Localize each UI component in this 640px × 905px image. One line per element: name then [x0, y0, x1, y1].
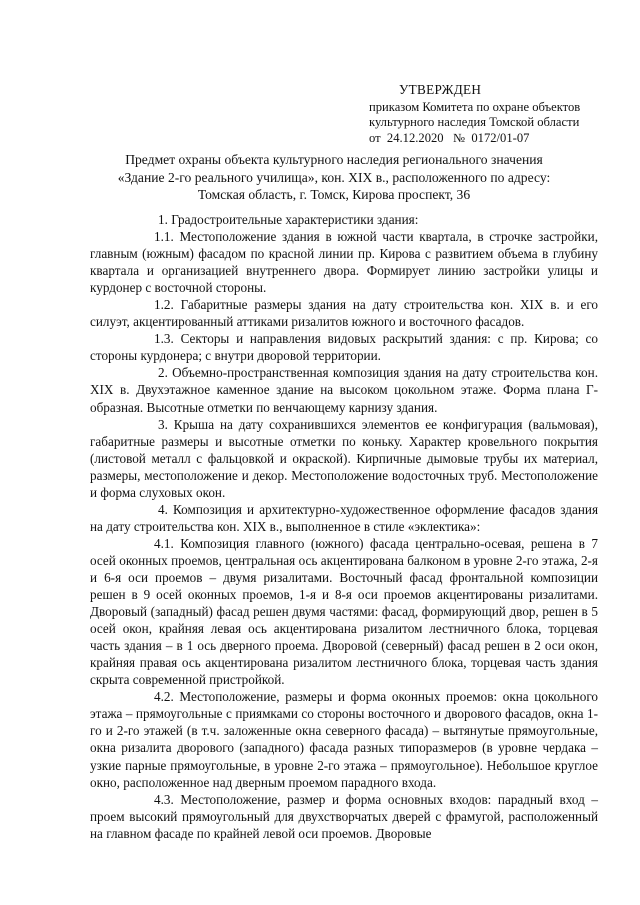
paragraph-number: 4.1. [154, 535, 174, 551]
paragraph-text: Композиция главного (южного) фасада центрально-осевая, решена в 7 осей оконных проемов, центральная ось акцентирована балконом в уровне 2-го этажа, 2-я и 6-я оси проемов – двумя ризалитами. Восточный фасад фронтальной композиции решен в 9 осей оконных проемов, 1-я и 8-я оси проемов акцентированы ризалитами. Дворовый (западный) фасад решен двумя частями: фасад, формирующий двор, решен в 5 осей окон, крайняя левая ось акцентирована ризалитом лестничного блока, торцевая часть здания – в 1 ось дверного проема. Дворовой (северный) фасад решен в 2 оси окон, крайняя правая ось акцентирована ризалитом лестничного блока, торцевая часть здания скрыта современной пристройкой. [90, 535, 599, 688]
paragraph [90, 330, 598, 364]
approval-heading: УТВЕРЖДЕН [399, 82, 482, 97]
paragraph-text: Габаритные размеры здания на дату строительства кон. XIX в. и его силуэт, акцентированный аттиками ризалитов южного и восточного фасадов. [90, 297, 598, 330]
paragraph [90, 791, 598, 842]
paragraph-text: Композиция и архитектурно-художественное оформление фасадов здания на дату строительства кон. XIX в., выполненное в стиле «эклектика»: [90, 501, 599, 534]
paragraph-number: 1. [158, 212, 168, 227]
paragraph [90, 228, 598, 296]
title-line-3: Томская область, г. Томск, Кирова проспект, 36 [197, 187, 471, 202]
title-line-1: Предмет охраны объекта культурного наследия регионального значения [125, 152, 543, 167]
paragraph-number: 1.2. [154, 297, 174, 313]
paragraph-text: Крыша на дату сохранившихся элементов ее конфигурация (вальмовая), габаритные размеры и высотные отметки по коньку. Характер кровельного покрытия (листовой металл с фальцовкой и окраской). Кирпичные дымовые трубы их материал, размеры, местоположение и декор. Местоположение водосточных труб. Местоположение и форма слуховых окон. [90, 416, 598, 500]
paragraph-text: Местоположение здания в южной части квартала, в строчке застройки, главным (южным) фасадом по красной линии пр. Кирова с развитием объема в глубину квартала и организацией внутреннего двора. Формирует линию застройки улицы и курдонер с восточной стороны. [90, 229, 598, 296]
approval-date-number: от 24.12.2020 № 0172/01-07 [369, 130, 530, 145]
paragraph-text: Местоположение, размер и форма основных входов: парадный вход – проем высокий прямоугольный для двухстворчатых дверей с фрамугой, расположенный на главном фасаде по крайней левой оси проемов. Дворовые [90, 791, 598, 841]
paragraph-text: Секторы и направления видовых раскрытий здания: с пр. Кирова; со стороны курдонера; с внутри дворовой территории. [90, 331, 598, 364]
paragraph-number: 1.1. [154, 229, 174, 245]
paragraph-number: 4.3. [154, 791, 174, 807]
paragraph-text: Объемно-пространственная композиция здания на дату строительства кон. XIX в. Двухэтажное каменное здание на высоком цокольном этаже. Форма плана Г-образная. Высотные отметки по венчающему карнизу здания. [90, 365, 598, 415]
paragraph-number: 3. [158, 416, 168, 432]
title-line-2: «Здание 2-го реального училища», кон. XIX в., расположенного по адресу: [117, 169, 551, 185]
paragraph-number: 4.2. [154, 689, 174, 705]
paragraph [90, 211, 598, 228]
approval-line-2: культурного наследия Томской области [369, 115, 580, 129]
paragraph-text: Местоположение, размеры и форма оконных проемов: окна цокольного этажа – прямоугольные с приямками со стороны восточного и дворового фасадов, окна 1-го и 2-го этажей (в т.ч. заложенные окна северного фасада) – вытянутые прямоугольные, окна ризалита дворового (западного) фасада разных типоразмеров (в уровне чердака – узкие парные прямоугольные, в уровне 2-го этажа – прямоугольное). Небольшое круглое окно, расположенное над дверным проемом парадного входа. [90, 689, 598, 790]
paragraph-number: 4. [158, 501, 168, 517]
paragraph [90, 364, 598, 415]
paragraph [90, 535, 598, 688]
paragraph [90, 501, 598, 535]
paragraph-number: 2. [158, 365, 168, 381]
paragraph-text: Градостроительные характеристики здания: [171, 212, 419, 227]
paragraph [90, 296, 598, 330]
paragraph-number: 1.3. [154, 331, 174, 347]
paragraph [90, 416, 598, 501]
approval-line-1: приказом Комитета по охране объектов [369, 99, 581, 114]
document-title [60, 151, 608, 204]
paragraph [90, 688, 598, 790]
approval-stamp [369, 82, 609, 146]
document-body [90, 211, 598, 842]
